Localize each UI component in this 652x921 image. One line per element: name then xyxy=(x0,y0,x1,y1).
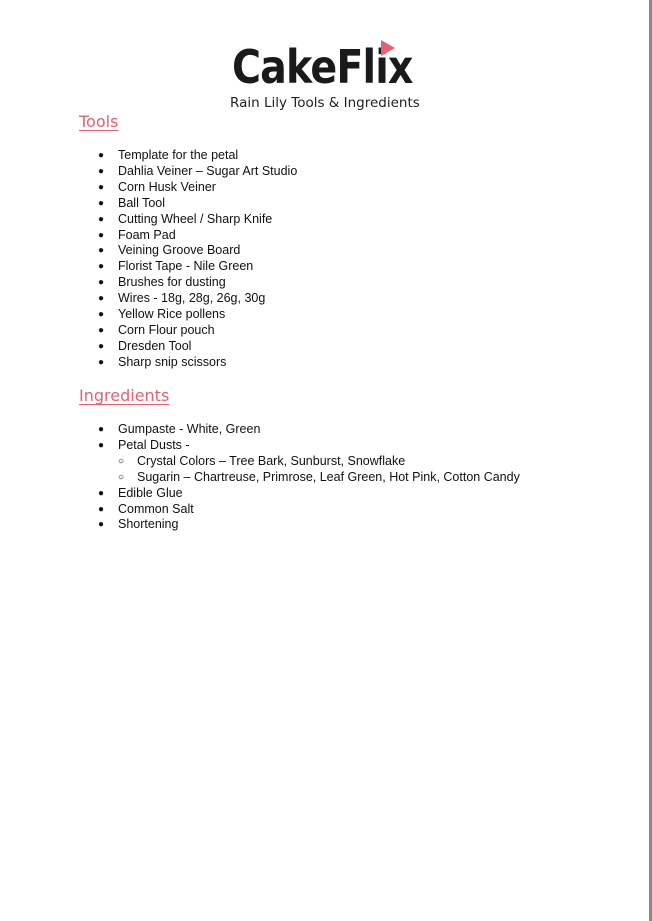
bullet-icon: ● xyxy=(98,519,105,531)
list-item-text: Template for the petal xyxy=(118,148,239,162)
play-icon xyxy=(381,40,395,56)
list-item-text: Shortening xyxy=(118,517,179,532)
list-item-text: Florist Tape - Nile Green xyxy=(118,259,254,274)
list-item xyxy=(98,422,520,438)
list-item-text: Brushes for dusting xyxy=(118,275,226,290)
hollow-bullet-icon: ○ xyxy=(118,471,125,483)
list-item xyxy=(98,486,520,502)
list-item-text: Veining Groove Board xyxy=(118,243,241,258)
bullet-icon: ● xyxy=(98,277,105,289)
list-item xyxy=(98,339,297,355)
list-item-text: Foam Pad xyxy=(118,227,176,242)
list-item-text: Common Salt xyxy=(118,501,194,516)
list-item xyxy=(98,180,297,196)
document-subtitle: Rain Lily Tools & Ingredients xyxy=(230,95,420,111)
bullet-icon: ● xyxy=(98,245,105,257)
petal-dusts-sublist xyxy=(118,454,520,486)
list-item-text: Corn Flour pouch xyxy=(118,322,215,337)
list-item-text: Yellow Rice pollens xyxy=(118,307,226,322)
bullet-icon: ● xyxy=(98,424,105,435)
bullet-icon: ● xyxy=(98,181,105,193)
bullet-icon: ● xyxy=(98,324,105,336)
list-item xyxy=(98,259,297,275)
sub-list-item-text: Crystal Colors – Tree Bark, Sunburst, Snowflake xyxy=(137,453,406,468)
list-item-text: Cutting Wheel / Sharp Knife xyxy=(118,211,273,226)
list-item xyxy=(98,291,297,307)
logo-text: CakeFlix xyxy=(232,40,413,94)
list-item-text: Gumpaste - White, Green xyxy=(118,422,261,436)
list-item xyxy=(98,275,297,291)
list-item xyxy=(98,323,297,339)
list-item xyxy=(98,212,297,228)
list-item xyxy=(98,355,297,371)
tools-list xyxy=(98,148,297,371)
bullet-icon: ● xyxy=(98,261,105,273)
bullet-icon: ● xyxy=(98,439,105,451)
bullet-icon: ● xyxy=(98,197,105,209)
list-item xyxy=(98,196,297,212)
cakeflix-logo xyxy=(232,38,422,96)
bullet-icon: ● xyxy=(98,503,105,515)
tools-heading: Tools xyxy=(79,112,119,131)
ingredients-list xyxy=(98,422,520,533)
bullet-icon: ● xyxy=(98,150,105,161)
bullet-icon: ● xyxy=(98,213,105,225)
bullet-icon: ● xyxy=(98,356,105,368)
list-item-text: Ball Tool xyxy=(118,195,166,210)
list-item xyxy=(98,502,520,518)
hollow-bullet-icon: ○ xyxy=(118,455,125,467)
list-item xyxy=(98,243,297,259)
list-item xyxy=(98,148,297,164)
list-item-text: Petal Dusts - xyxy=(118,437,190,452)
bullet-icon: ● xyxy=(98,487,105,499)
sub-list-item xyxy=(118,454,520,470)
ingredients-heading: Ingredients xyxy=(79,386,170,405)
list-item xyxy=(98,164,297,180)
list-item-text: Corn Husk Veiner xyxy=(118,179,216,194)
list-item-text: Dresden Tool xyxy=(118,338,192,353)
bullet-icon: ● xyxy=(98,293,105,305)
list-item-text: Edible Glue xyxy=(118,485,183,500)
list-item xyxy=(98,517,520,533)
list-item-text: Wires - 18g, 28g, 26g, 30g xyxy=(118,291,266,306)
sub-list-item-text: Sugarin – Chartreuse, Primrose, Leaf Green, Hot Pink, Cotton Candy xyxy=(137,469,520,484)
list-item xyxy=(98,438,520,454)
bullet-icon: ● xyxy=(98,309,105,321)
list-item-text: Dahlia Veiner – Sugar Art Studio xyxy=(118,163,298,178)
list-item xyxy=(98,228,297,244)
list-item xyxy=(98,307,297,323)
sub-list-item xyxy=(118,470,520,486)
bullet-icon: ● xyxy=(98,165,105,177)
petal-dusts-sublist-container xyxy=(98,454,520,486)
list-item-text: Sharp snip scissors xyxy=(118,354,227,369)
bullet-icon: ● xyxy=(98,340,105,352)
bullet-icon: ● xyxy=(98,229,105,241)
